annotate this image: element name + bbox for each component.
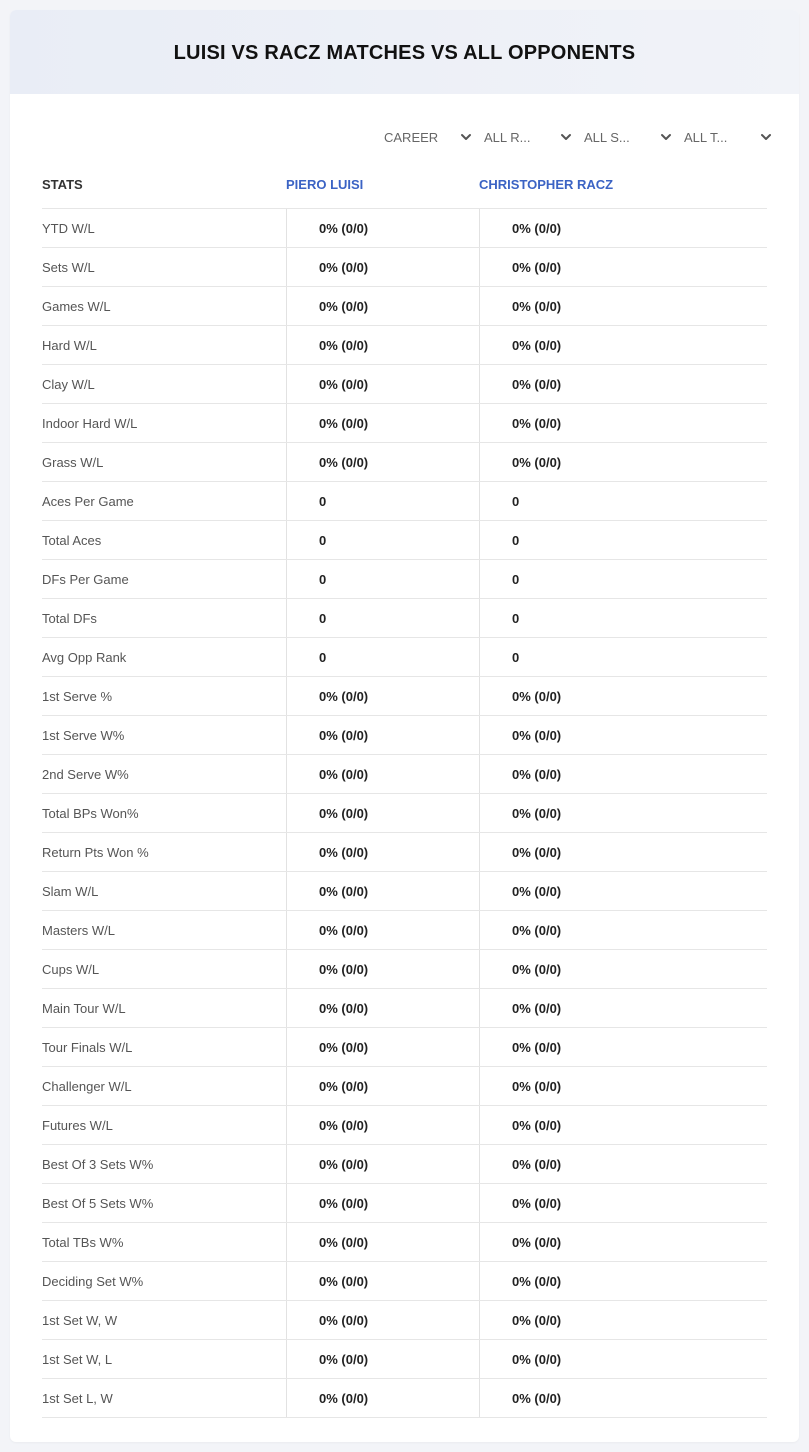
stat-label: Aces Per Game [42, 493, 134, 509]
table-row [42, 1105, 767, 1144]
player1-stat-value: 0% (0/0) [286, 404, 479, 442]
player2-stat-value: 0% (0/0) [479, 209, 767, 247]
player2-stat-value: 0% (0/0) [479, 1379, 767, 1417]
table-row [42, 403, 767, 442]
column-header-stats: STATS [42, 176, 83, 192]
player2-stat-value: 0 [479, 638, 767, 676]
player2-stat-value: 0% (0/0) [479, 1262, 767, 1300]
player2-stat-value: 0% (0/0) [479, 1184, 767, 1222]
filter-label: ALL S... [584, 129, 630, 145]
player1-stat-value: 0% (0/0) [286, 1379, 479, 1417]
stat-label: Games W/L [42, 298, 111, 314]
table-row [42, 520, 767, 559]
table-body [42, 208, 767, 1418]
player2-stat-value: 0% (0/0) [479, 833, 767, 871]
filter-period-select[interactable] [384, 126, 484, 148]
player1-stat-value: 0% (0/0) [286, 209, 479, 247]
table-row [42, 793, 767, 832]
table-row [42, 247, 767, 286]
player2-stat-value: 0% (0/0) [479, 989, 767, 1027]
table-row [42, 988, 767, 1027]
stat-label: Futures W/L [42, 1117, 113, 1133]
table-row [42, 1144, 767, 1183]
player2-stat-value: 0 [479, 599, 767, 637]
filter-surface-select[interactable] [584, 126, 684, 148]
player1-stat-value: 0% (0/0) [286, 950, 479, 988]
table-row [42, 1300, 767, 1339]
stat-label: 1st Set W, W [42, 1312, 118, 1328]
table-row [42, 637, 767, 676]
filter-label: CAREER [384, 129, 439, 145]
card-header [10, 10, 799, 94]
player2-stat-value: 0% (0/0) [479, 326, 767, 364]
stat-label: Best Of 3 Sets W% [42, 1156, 154, 1172]
player2-link[interactable]: CHRISTOPHER RACZ [479, 176, 614, 192]
player2-stat-value: 0 [479, 560, 767, 598]
stat-label: Hard W/L [42, 337, 97, 353]
player1-link[interactable]: PIERO LUISI [286, 176, 364, 192]
player1-stat-value: 0 [286, 599, 479, 637]
player2-stat-value: 0% (0/0) [479, 1106, 767, 1144]
stat-label: Avg Opp Rank [42, 649, 127, 665]
stat-label: Total Aces [42, 532, 102, 548]
player2-stat-value: 0% (0/0) [479, 1145, 767, 1183]
stat-label: Best Of 5 Sets W% [42, 1195, 154, 1211]
table-row [42, 325, 767, 364]
stat-label: 2nd Serve W% [42, 766, 129, 782]
table-row [42, 442, 767, 481]
table-row [42, 1261, 767, 1300]
table-row [42, 676, 767, 715]
player1-stat-value: 0% (0/0) [286, 1028, 479, 1066]
table-row [42, 754, 767, 793]
filter-bar [384, 126, 784, 148]
page-title: LUISI VS RACZ MATCHES VS ALL OPPONENTS [173, 41, 636, 64]
player2-stat-value: 0% (0/0) [479, 794, 767, 832]
stat-label: 1st Set W, L [42, 1351, 113, 1367]
filter-label: ALL R... [484, 129, 531, 145]
player1-stat-value: 0% (0/0) [286, 989, 479, 1027]
player2-stat-value: 0% (0/0) [479, 443, 767, 481]
table-row [42, 1027, 767, 1066]
player1-stat-value: 0% (0/0) [286, 872, 479, 910]
table-row [42, 1339, 767, 1378]
table-row [42, 715, 767, 754]
stat-label: Return Pts Won % [42, 844, 149, 860]
player1-stat-value: 0% (0/0) [286, 365, 479, 403]
stat-label: Indoor Hard W/L [42, 415, 138, 431]
player1-stat-value: 0% (0/0) [286, 1145, 479, 1183]
filter-tournament-select[interactable] [684, 126, 784, 148]
player2-stat-value: 0% (0/0) [479, 872, 767, 910]
chevron-down-icon [760, 131, 772, 143]
table-row [42, 910, 767, 949]
stat-label: Main Tour W/L [42, 1000, 126, 1016]
table-row [42, 871, 767, 910]
player2-stat-value: 0 [479, 482, 767, 520]
player1-stat-value: 0 [286, 482, 479, 520]
stat-label: Total TBs W% [42, 1234, 124, 1250]
stat-label: Cups W/L [42, 961, 100, 977]
table-row [42, 1378, 767, 1418]
table-row [42, 286, 767, 325]
player2-stat-value: 0% (0/0) [479, 911, 767, 949]
table-header [42, 160, 767, 208]
chevron-down-icon [460, 131, 472, 143]
player2-stat-value: 0% (0/0) [479, 365, 767, 403]
stat-label: Sets W/L [42, 259, 95, 275]
filter-label: ALL T... [684, 129, 728, 145]
stat-label: Clay W/L [42, 376, 95, 392]
table-row [42, 481, 767, 520]
stat-label: 1st Serve % [42, 688, 113, 704]
table-row [42, 1222, 767, 1261]
chevron-down-icon [560, 131, 572, 143]
player1-stat-value: 0% (0/0) [286, 1106, 479, 1144]
player1-stat-value: 0% (0/0) [286, 443, 479, 481]
chevron-down-icon [660, 131, 672, 143]
stat-label: Slam W/L [42, 883, 99, 899]
player2-stat-value: 0% (0/0) [479, 287, 767, 325]
stats-card [10, 10, 799, 1442]
player2-stat-value: 0% (0/0) [479, 1028, 767, 1066]
player2-stat-value: 0% (0/0) [479, 950, 767, 988]
player2-stat-value: 0% (0/0) [479, 1340, 767, 1378]
stat-label: Total BPs Won% [42, 805, 139, 821]
stat-label: 1st Serve W% [42, 727, 125, 743]
player2-stat-value: 0% (0/0) [479, 248, 767, 286]
stat-label: DFs Per Game [42, 571, 129, 587]
player2-stat-value: 0% (0/0) [479, 716, 767, 754]
table-row [42, 364, 767, 403]
player1-stat-value: 0% (0/0) [286, 326, 479, 364]
stat-label: Deciding Set W% [42, 1273, 144, 1289]
stat-label: Total DFs [42, 610, 97, 626]
player1-stat-value: 0% (0/0) [286, 755, 479, 793]
player1-stat-value: 0% (0/0) [286, 911, 479, 949]
player2-stat-value: 0% (0/0) [479, 755, 767, 793]
player1-stat-value: 0% (0/0) [286, 248, 479, 286]
filter-round-select[interactable] [484, 126, 584, 148]
table-row [42, 832, 767, 871]
player2-stat-value: 0% (0/0) [479, 1223, 767, 1261]
player1-stat-value: 0% (0/0) [286, 677, 479, 715]
player1-stat-value: 0 [286, 560, 479, 598]
player2-stat-value: 0% (0/0) [479, 1301, 767, 1339]
player1-stat-value: 0% (0/0) [286, 833, 479, 871]
player2-stat-value: 0 [479, 521, 767, 559]
table-row [42, 1066, 767, 1105]
player1-stat-value: 0% (0/0) [286, 1301, 479, 1339]
player2-stat-value: 0% (0/0) [479, 404, 767, 442]
player1-stat-value: 0 [286, 521, 479, 559]
table-row [42, 208, 767, 247]
player1-stat-value: 0% (0/0) [286, 1184, 479, 1222]
stat-label: YTD W/L [42, 220, 95, 236]
stat-label: Challenger W/L [42, 1078, 132, 1094]
player1-stat-value: 0% (0/0) [286, 1340, 479, 1378]
stat-label: Tour Finals W/L [42, 1039, 133, 1055]
player1-stat-value: 0% (0/0) [286, 1223, 479, 1261]
player2-stat-value: 0% (0/0) [479, 1067, 767, 1105]
stat-label: 1st Set L, W [42, 1390, 113, 1406]
player1-stat-value: 0% (0/0) [286, 1262, 479, 1300]
player1-stat-value: 0% (0/0) [286, 716, 479, 754]
player2-stat-value: 0% (0/0) [479, 677, 767, 715]
table-row [42, 949, 767, 988]
stats-table [42, 160, 767, 1418]
stat-label: Masters W/L [42, 922, 115, 938]
table-row [42, 598, 767, 637]
table-row [42, 559, 767, 598]
player1-stat-value: 0% (0/0) [286, 1067, 479, 1105]
stat-label: Grass W/L [42, 454, 104, 470]
player1-stat-value: 0 [286, 638, 479, 676]
player1-stat-value: 0% (0/0) [286, 794, 479, 832]
table-row [42, 1183, 767, 1222]
player1-stat-value: 0% (0/0) [286, 287, 479, 325]
